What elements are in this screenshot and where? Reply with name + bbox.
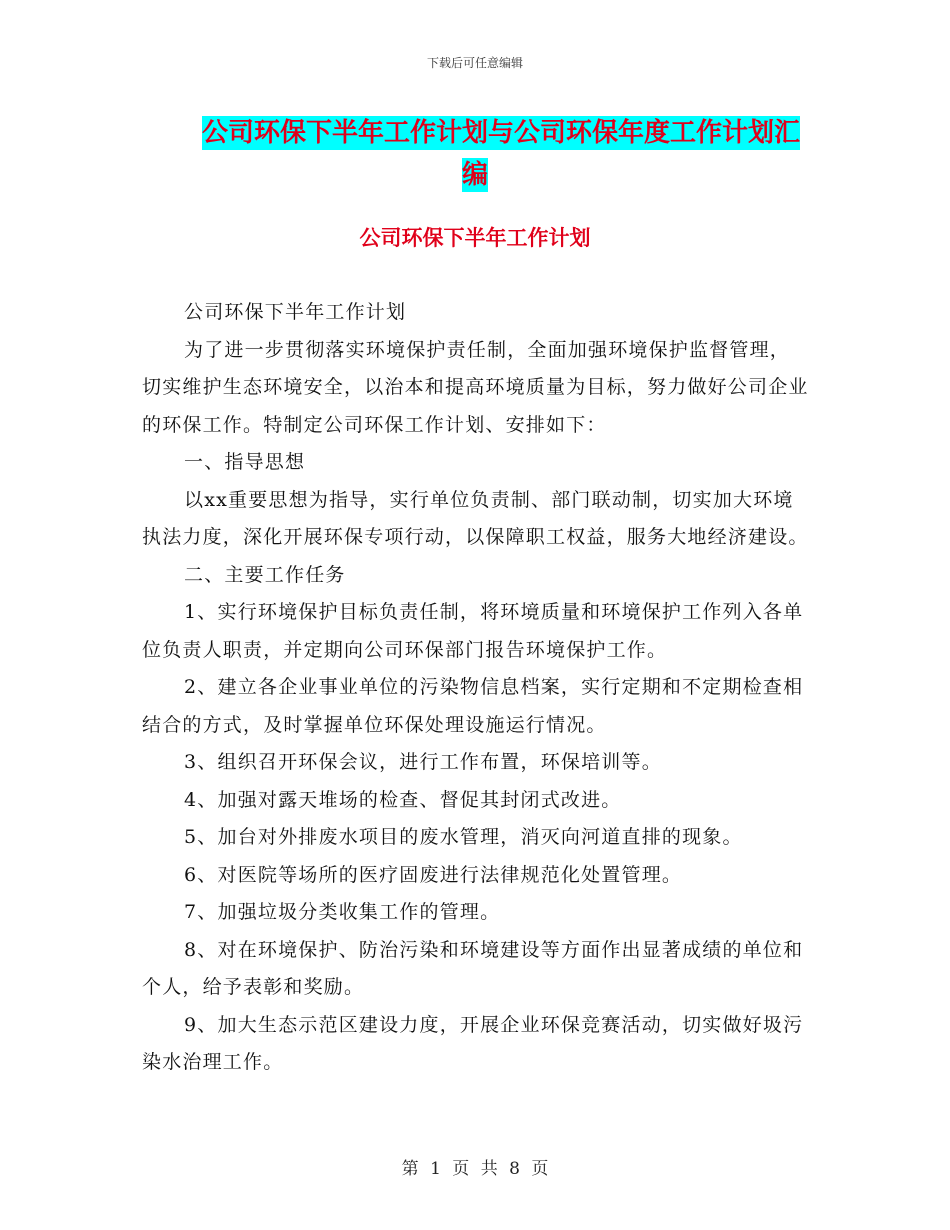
paragraph: 5、加台对外排废水项目的废水管理，消灭向河道直排的现象。 xyxy=(184,826,743,848)
paragraph: 7、加强垃圾分类收集工作的管理。 xyxy=(184,901,501,923)
section-title: 公司环保下半年工作计划 xyxy=(359,226,591,250)
paragraph: 为了进一步贯彻落实环境保护责任制，全面加强环境保护监督管理，切实维护生态环境安全，以治本和提高环境质量为目标，努力做好公司企业的环保工作。特制定公司环保工作计划、安排如下： xyxy=(142,338,809,436)
paragraph: 2、建立各企业事业单位的污染物信息档案，实行定期和不定期检查相结合的方式，及时掌握单位环保处理设施运行情况。 xyxy=(142,676,804,736)
paragraph: 6、对医院等场所的医疗固废进行法律规范化处置管理。 xyxy=(184,863,683,886)
document-title-line2: 编 xyxy=(461,160,488,190)
paragraph: 以xx重要思想为指导，实行单位负责制、部门联动制，切实加大环境执法力度，深化开展环保专项行动，以保障职工权益，服务大地经济建设。 xyxy=(142,488,809,548)
page-number: 第 1 页 共 8 页 xyxy=(401,1159,549,1179)
paragraph: 8、对在环境保护、防治污染和环境建设等方面作出显著成绩的单位和个人，给予表彰和奖励。 xyxy=(142,938,804,998)
document-title xyxy=(150,112,800,196)
document-title-line1: 公司环保下半年工作计划与公司环保年度工作计划汇 xyxy=(201,118,800,148)
paragraph: 9、加大生态示范区建设力度，开展企业环保竞赛活动，切实做好圾污染水治理工作。 xyxy=(142,1013,804,1073)
paragraph: 4、加强对露天堆场的检查、督促其封闭式改进。 xyxy=(184,788,622,811)
document-body xyxy=(142,294,810,1082)
paragraph: 公司环保下半年工作计划 xyxy=(184,301,407,323)
paragraph: 3、组织召开环保会议，进行工作布置，环保培训等。 xyxy=(184,751,662,773)
paragraph: 一、指导思想 xyxy=(184,451,306,473)
paragraph: 1、实行环境保护目标负责任制，将环境质量和环境保护工作列入各单位负责人职责，并定期向公司环保部门报告环境保护工作。 xyxy=(142,601,804,661)
paragraph: 二、主要工作任务 xyxy=(184,563,346,586)
header-note: 下载后可任意编辑 xyxy=(426,56,523,70)
